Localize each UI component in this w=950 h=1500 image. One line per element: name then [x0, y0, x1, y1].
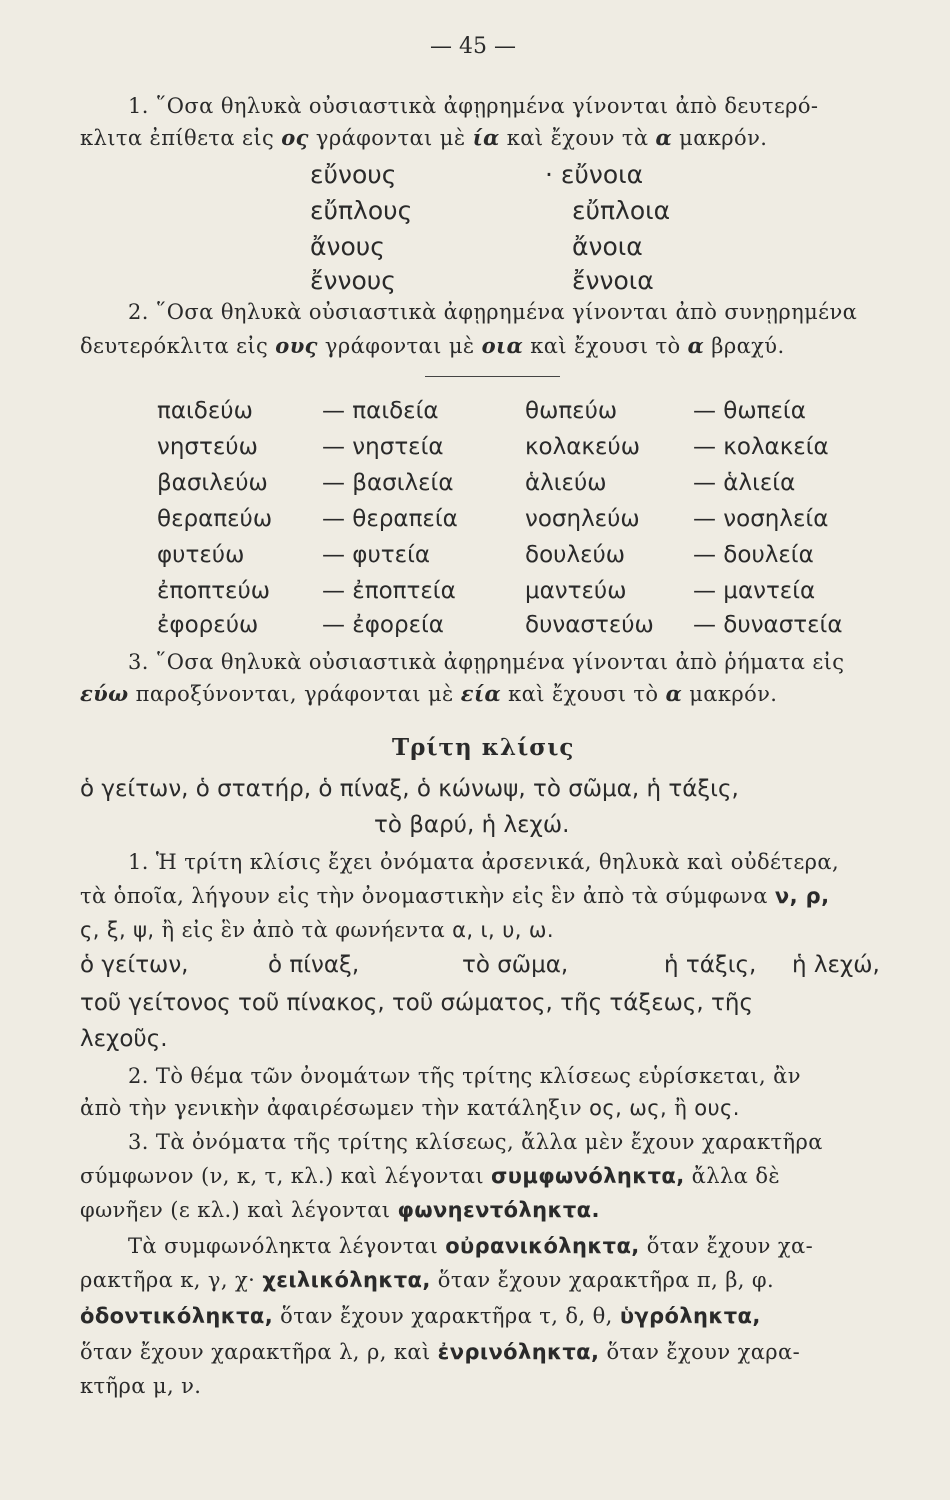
page-number: — 45 —	[430, 34, 516, 59]
pair-left: εὔνους	[310, 160, 397, 189]
pair-right: ἄνοια	[572, 232, 643, 261]
rule-1-line-2: κλιτα ἐπίθετα εἰς ος γράφονται μὲ ία καὶ ἔχουν τὰ α μακρόν.	[80, 125, 768, 150]
section-3-line-2: σύμφωνον (ν, κ, τ, κλ.) καὶ λέγονται συμφωνόληκτα, ἄλλα δὲ	[80, 1164, 781, 1188]
section-1-line-1: 1. Ἡ τρίτη κλίσις ἔχει ὀνόματα ἀρσενικά, θηλυκὰ καὶ οὐδέτερα,	[128, 850, 840, 874]
verb: δυναστεύω	[525, 612, 654, 638]
rule-2-line-2: δευτερόκλιτα εἰς ους γράφονται μὲ οια καὶ ἔχουσι τὸ α βραχύ.	[80, 333, 785, 358]
noun: — θεραπεία	[322, 506, 458, 532]
verb: νοσηλεύω	[525, 506, 640, 532]
verb: νηστεύω	[157, 434, 258, 460]
section-4-line-5: κτῆρα μ, ν.	[80, 1374, 202, 1398]
verb: δουλεύω	[525, 542, 626, 568]
section-2-line-1: 2. Τὸ θέμα τῶν ὀνομάτων τῆς τρίτης κλίσεως εὑρίσκεται, ἂν	[128, 1064, 801, 1088]
nominative: ὁ πίναξ,	[268, 952, 360, 978]
section-4-line-3: ὀδοντικόληκτα, ὅταν ἔχουν χαρακτῆρα τ, δ, θ, ὑγρόληκτα,	[80, 1304, 761, 1328]
noun: — παιδεία	[322, 398, 439, 424]
verb: μαντεύω	[525, 578, 627, 604]
noun: — ἁλιεία	[693, 470, 796, 496]
verb: ἁλιεύω	[525, 470, 607, 496]
pair-right: ἔννοια	[572, 266, 654, 295]
section-1-line-3: ς, ξ, ψ, ἢ εἰς ἓν ἀπὸ τὰ φωνήεντα α, ι, υ, ω.	[80, 918, 554, 942]
noun: — μαντεία	[693, 578, 816, 604]
pair-left: ἄνους	[310, 232, 385, 261]
noun: — ἐποπτεία	[322, 578, 456, 604]
noun: — θωπεία	[693, 398, 806, 424]
verb: βασιλεύω	[157, 470, 268, 496]
section-4-line-4: ὅταν ἔχουν χαρακτῆρα λ, ρ, καὶ ἐνρινόληκτα, ὅταν ἔχουν χαρα-	[80, 1340, 801, 1364]
rule-2-line-1: 2. ῞Οσα θηλυκὰ οὐσιαστικὰ ἀφῃρημένα γίνονται ἀπὸ συνῃρημένα	[128, 300, 858, 324]
noun: — βασιλεία	[322, 470, 454, 496]
noun: — νοσηλεία	[693, 506, 829, 532]
nominative: ἡ τάξις,	[664, 952, 757, 978]
noun: — φυτεία	[322, 542, 431, 568]
separator-rule	[425, 376, 560, 377]
verb: παιδεύω	[157, 398, 253, 424]
section-1-line-2: τὰ ὁποῖα, λήγουν εἰς τὴν ὀνομαστικὴν εἰς ἓν ἀπὸ τὰ σύμφωνα ν, ρ,	[80, 884, 830, 908]
pair-right: · εὔνοια	[545, 160, 644, 189]
rule-1-line-1: 1. ῞Οσα θηλυκὰ οὐσιαστικὰ ἀφῃρημένα γίνονται ἀπὸ δευτερό-	[128, 94, 819, 118]
verb: ἐποπτεύω	[157, 578, 271, 604]
noun: — νηστεία	[322, 434, 444, 460]
verb: κολακεύω	[525, 434, 640, 460]
pair-left: ἔννους	[310, 266, 396, 295]
section-4-line-1: Τὰ συμφωνόληκτα λέγονται οὐρανικόληκτα, ὅταν ἔχουν χα-	[128, 1234, 814, 1258]
pair-right: εὔπλοια	[572, 196, 671, 225]
nominative: ἡ λεχώ,	[792, 952, 880, 978]
verb: θωπεύω	[525, 398, 618, 424]
genitive-line: λεχοῦς.	[80, 1026, 168, 1052]
examples-line-2: τὸ βαρύ, ἡ λεχώ.	[374, 812, 570, 838]
nominative: τὸ σῶμα,	[462, 952, 569, 978]
rule-3-line-1: 3. ῞Οσα θηλυκὰ οὐσιαστικὰ ἀφῃρημένα γίνονται ἀπὸ ῥήματα εἰς	[128, 650, 845, 674]
section-4-line-2: ρακτῆρα κ, γ, χ· χειλικόληκτα, ὅταν ἔχουν χαρακτῆρα π, β, φ.	[80, 1268, 775, 1292]
verb: θεραπεύω	[157, 506, 273, 532]
verb: φυτεύω	[157, 542, 245, 568]
pair-left: εὔπλους	[310, 196, 413, 225]
section-3-line-1: 3. Τὰ ὀνόματα τῆς τρίτης κλίσεως, ἄλλα μὲν ἔχουν χαρακτῆρα	[128, 1130, 823, 1154]
section-2-line-2: ἀπὸ τὴν γενικὴν ἀφαιρέσωμεν τὴν κατάληξιν ος, ως, ἢ ους.	[80, 1096, 740, 1120]
nominative: ὁ γείτων,	[80, 952, 189, 978]
noun: — κολακεία	[693, 434, 829, 460]
noun: — δουλεία	[693, 542, 814, 568]
examples-line-1: ὁ γείτων, ὁ στατήρ, ὁ πίναξ, ὁ κώνωψ, τὸ σῶμα, ἡ τάξις,	[80, 776, 739, 802]
section-3-line-3: φωνῆεν (ε κλ.) καὶ λέγονται φωνηεντόληκτα.	[80, 1198, 600, 1222]
genitive-line: τοῦ γείτονος τοῦ πίνακος, τοῦ σώματος, τῆς τάξεως, τῆς	[80, 990, 753, 1016]
rule-3-line-2: εύω παροξύνονται, γράφονται μὲ εία καὶ ἔχουσι τὸ α μακρόν.	[80, 681, 778, 706]
noun: — δυναστεία	[693, 612, 843, 638]
verb: ἐφορεύω	[157, 612, 259, 638]
noun: — ἐφορεία	[322, 612, 444, 638]
section-heading: Τρίτη κλίσις	[392, 734, 575, 761]
